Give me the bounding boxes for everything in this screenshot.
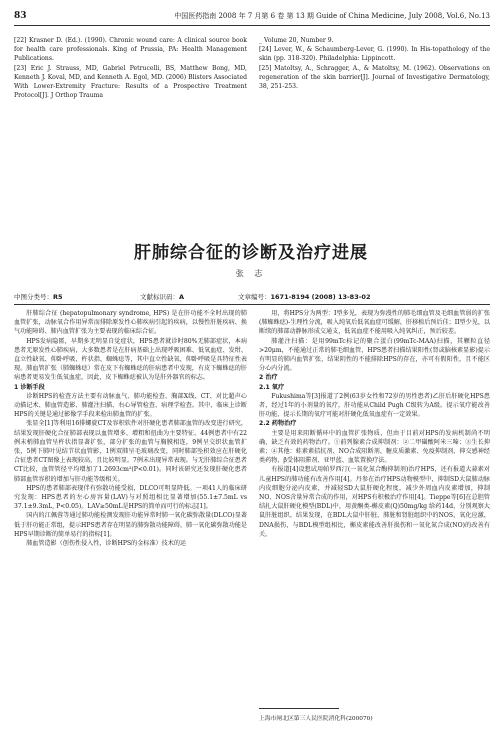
paragraph: 肺血管造影（创伤性侵入性，诊断HPS的金标准）技术的运	[26, 540, 187, 548]
reference-23: [23] Eric J. Strauss, MD, Gabriel Petrucelli, BS, Matthew Bong, MD, Kenneth J. Koval, MD, and Kenneth A. Egol, MD. (2006) Blisters Associated With Lower-Extremity Fracture: Results of a Prospective Treatment Protocol[J]. J Orthop Trauma	[14, 64, 247, 100]
reference-23-cont: _ Volume 20, Number 9.	[259, 37, 334, 44]
paragraph: 肝肺综合征 (hepatopulmonary syndrome, HPS) 是在肝功能不全时出现的肺血管扩张，动脉氧合作用异常而排除原发性心肺疾病引起的疾病，以慢性肝脏疾病、换气功能障碍、肺内血管扩张为主要表现的临床综合征。	[14, 310, 247, 336]
article-id: 文章编号：1671-8194 (2008) 13-83-02	[238, 293, 371, 301]
subsection-heading: 2.2 药物治疗	[259, 420, 297, 428]
paragraph: 用，将HPS分为两型：I型多见，表现为弥漫性的肺毛细血管及毛细血管弱的扩张(肺蜘蛛痣)-生理性分流，吸入纯氧后低氧血症可缓解，肝移植后预后佳；II型少见，以断续的肺部动静脉形成交通支，低氧血症不能用吸入纯氧纠正，预后较差。	[259, 310, 491, 336]
paragraph: 诊断HPS的检查方法主要有动脉血气、肺功能检查、胸部X线、CT、对比超声心动描记术、肺血管造影、肺灌注扫描、右心导管检查、病理学检查。其中，临床上诊断HPS的关键是通过影像学手段来检出肺血管的扩张。	[14, 392, 247, 419]
paragraph: HPS的患者肺部表现伴有弥散功能受损，DLCO可明显降低。一项41人的临床研究发现：HPS患者的左心房容量(LAV)与对照组相比显著增加(55.1±7.5mL vs 37.1±9.3mL, P<0.05)。LAV≥50mL是HPS的简单而可行的标志[1]。	[14, 484, 247, 511]
body-left-column	[14, 309, 247, 548]
paragraph: 主要是用来阻断循环中的血管扩张物质，但由于目前对HPS的发病机制尚不明确，缺乏有效的药物治疗。①前列腺素合成抑制剂：②二甲磺酸阿米三嗪；③生长抑素；④其他：蛙素素拮抗剂、NO合成阻断剂、糖皮质激素、免疫抑制剂、抑交感神经类药物、β受体阻滞剂、亚甲蓝、血浆置换疗法。	[259, 429, 490, 465]
paragraph: 有报道[4]设想试用帕罗西汀(一氧化氮合酶抑制剂)治疗HPS，还有报道大蒜素对儿童HPS的肺功能有改善作用[4]。丹参在治疗HPS动物模型中，抑制SD大鼠肺动脉内皮细胞分泌内皮素，并减轻SD大鼠肝硬化程度，减少外周血内皮素增加，抑制NO、NOS含量异常合成的作用，对HPS有积极治疗作用[4]。Tieppe等[6]在总胆管结扎大鼠肝硬化模型(BDL)中，用黄酮类-槲皮素(Q)50mg/kg 给药14d，分别观察大鼠肝脏组织。结果发现，在BDL大鼠中肝脏、肺脏和肾脏组织中的NOS，氧化应激，DNA损伤，与BDL模型组相比，槲皮素能改善肝损伤和一氧化氮合成(NO)的改善有关。	[259, 466, 490, 538]
page-number: 83	[14, 11, 27, 21]
paragraph: 张显全[1]等利用16排螺旋CT及容积软件对肝硬化患者肺部血管的改变进行研究，结果发现肝硬化合征肺部表现以血管增多、增粗和扭曲为主要特征。44例患者中有22例末梢肺血管呈杵状指显著扩张，部分扩张的血管与胸膜相连，9例呈交织状血管扩张，5例下肺叶见结节状血管影，1例双肺呈毛玻璃改变，同时肺部坠积效应在肝硬化合征患者CT图像上表现较高，且比较明显。7例未出现异常表现。与无肝肺综合征患者CT比较，血管管径平均增加了1.2693cm²(P<0.01)。同时该研究还发现肝硬化患者肺部血管容积的增加与肝功能等级相关。	[14, 420, 247, 483]
paragraph: 国内的江佩蓉等通过肺功能检测发现肝功能异常时肺一氧化碳弥散量(DLCO)显著低于肝功能正常组，提示HPS患者存在明显的肺弥散功能障碍，肺一氧化碳弥散功能是HPS早期诊断的简单易行的指标[1]。	[14, 512, 247, 538]
article-author: 张 志	[235, 269, 267, 278]
reference-22: [22] Krasner D. (Ed.). (1990). Chronic wound care: A clinical source book for health care professionals. King of Prussia, PA: Health Management Publications.	[14, 37, 247, 63]
meta-rule	[14, 304, 490, 305]
paragraph: Fukushima等[3]报道了2例(63岁女性和72岁的男性患者)乙肝后肝硬化HPS患者，经过1年的小剂量的氧疗，肝功能从Child Pugh C级转为A级。提示氧疗能改善肝功能，提示长期的氧疗可能对肝硬化低氧血症有一定效果。	[259, 392, 490, 419]
article-title: 肝肺综合征的诊断及治疗进展	[134, 243, 368, 263]
document-code: 文献标识码：A	[140, 293, 185, 301]
header-rule	[14, 25, 490, 26]
body-right-column	[259, 309, 490, 539]
reference-25: [25] Matoltsy, A., Schragger, A., & Matoltsy, M. (1962). Observations on regeneration of the skin barrier[J]. Journal of Investigative Dermatology, 38, 251-253.	[259, 64, 490, 91]
page-header	[14, 8, 490, 24]
section-heading: 2 治疗	[259, 374, 278, 382]
running-title: 中国医药指南 2008 年 7 月第 6 卷 第 13 期 Guide of China Medicine, July 2008, Vol.6, No.13	[174, 12, 490, 20]
footnote-rule	[259, 708, 339, 709]
reference-24: [24] Lever, W., & Schaumberg-Lever, G. (1990). In His-topathology of the skin (pp. 318-320). Philadelphia: Lippincott.	[259, 46, 490, 63]
clc-number: 中图分类号：R5	[14, 293, 63, 301]
section-heading: 1 诊断手段	[14, 383, 45, 391]
references-right	[259, 36, 490, 91]
references-left	[14, 36, 247, 100]
subsection-heading: 2.1 氧疗	[259, 383, 285, 391]
paragraph: HPS发病隐匿，早期多无明显自觉症状，HPS患者就诊时80%无肺部症状，本病患者无原发性心肺疾病，大多数患者是在肝病基础上出现呼吸困难、低氧血症、发绀、直立性缺氧、仰卧呼吸、杵状指、蜘蛛痣等，其中直立性缺氧、仰卧呼吸是具特征性表现。肺血管扩张（肺蜘蛛痣）常在皮下有蜘蛛痣的肝病患者中发现，有皮下蜘蛛痣的肝病患者更易发生低氧血症，因此，皮下蜘蛛痣被认为是肝外器官的标志。	[14, 337, 247, 382]
paragraph: 肺灌注扫描：是用99mTc标记的聚合蛋白(99mTc-MAA)扫描，其颗粒直径>20μm，不能通过正常的肺毛细血管，HPS患者扫描结果阳性(肾或脑核素显影)提示有明显的肺内血管扩张，结果阴性的不能排除HPS的存在，亦可有假阳性，且不能区分心内分流。	[259, 337, 490, 373]
author-affiliation-footnote: 上海市闸北区第三人民医院消化科(200070)	[259, 716, 373, 722]
